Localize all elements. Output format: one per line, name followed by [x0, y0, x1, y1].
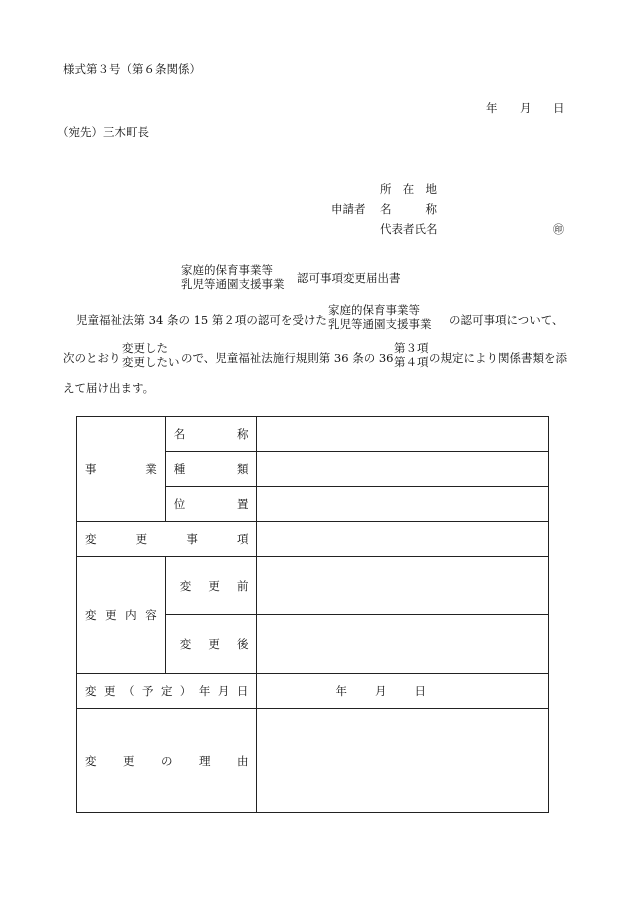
business-type-field[interactable]	[257, 452, 549, 487]
location-row-label-cell	[165, 487, 257, 522]
body-line2-item-options: 第３項 第４項	[394, 341, 429, 369]
body-line1-options: 家庭的保育事業等 乳児等通園支援事業	[328, 303, 432, 331]
notification-table	[76, 416, 549, 813]
reason-label: 変 更 の 理 由	[85, 753, 249, 768]
change-content-label-cell	[77, 557, 166, 674]
before-label-cell	[165, 557, 257, 615]
change-date-field[interactable]	[257, 674, 549, 709]
reason-label-cell	[77, 709, 257, 813]
document-title: 認可事項変更届出書	[297, 271, 401, 285]
name-row-label: 名 称	[173, 427, 249, 441]
address-label: 所 在 地	[380, 182, 437, 196]
after-change-field[interactable]	[257, 615, 549, 674]
change-date-label: 変 更 （ 予 定 ） 年 月 日	[85, 684, 249, 698]
form-number: 様式第３号（第６条関係）	[63, 62, 201, 76]
after-label: 変 更 後	[179, 637, 249, 651]
applicant-label: 申請者	[331, 202, 366, 216]
type-row-label: 種 類	[173, 462, 249, 476]
change-date-year: 年	[335, 684, 347, 698]
change-date-label-cell	[77, 674, 257, 709]
business-name-field[interactable]	[257, 417, 549, 452]
change-item-field[interactable]	[257, 522, 549, 557]
change-date-month: 月	[374, 684, 387, 698]
date-day-label: 日	[553, 101, 565, 115]
body-line2-middle: ので、児童福祉法施行規則第 36 条の 36	[181, 351, 394, 365]
before-label: 変 更 前	[179, 578, 249, 593]
addressee: （宛先）三木町長	[57, 125, 149, 139]
before-change-field[interactable]	[257, 557, 549, 615]
change-item-label: 変 更 事 項	[85, 532, 249, 546]
body-line2-prefix: 次のとおり	[63, 351, 121, 365]
change-date-day: 日	[414, 684, 426, 698]
body-line3: えて届け出ます。	[63, 381, 155, 395]
business-label: 事 業	[85, 462, 157, 476]
representative-label: 代表者氏名	[380, 222, 438, 236]
change-item-label-cell	[77, 522, 257, 557]
after-label-cell	[165, 615, 257, 674]
title-options: 家庭的保育事業等 乳児等通園支援事業	[181, 263, 285, 291]
name-label: 名 称	[380, 202, 437, 216]
type-row-label-cell	[165, 452, 257, 487]
date-year-label: 年	[486, 101, 498, 115]
business-label-cell	[77, 417, 166, 522]
body-line1-suffix: の認可事項について、	[449, 313, 564, 327]
seal-mark: ㊞	[553, 223, 564, 236]
date-month-label: 月	[520, 101, 532, 115]
body-line1-prefix: 児童福祉法第 34 条の 15 第２項の認可を受けた	[76, 313, 327, 327]
body-line2-options: 変更した 変更したい	[122, 341, 180, 369]
change-reason-field[interactable]	[257, 709, 549, 813]
location-row-label: 位 置	[173, 497, 249, 511]
change-content-label: 変 更 内 容	[85, 608, 157, 622]
body-line2-suffix: の規定により関係書類を添	[429, 351, 567, 365]
name-row-label-cell	[165, 417, 257, 452]
business-location-field[interactable]	[257, 487, 549, 522]
